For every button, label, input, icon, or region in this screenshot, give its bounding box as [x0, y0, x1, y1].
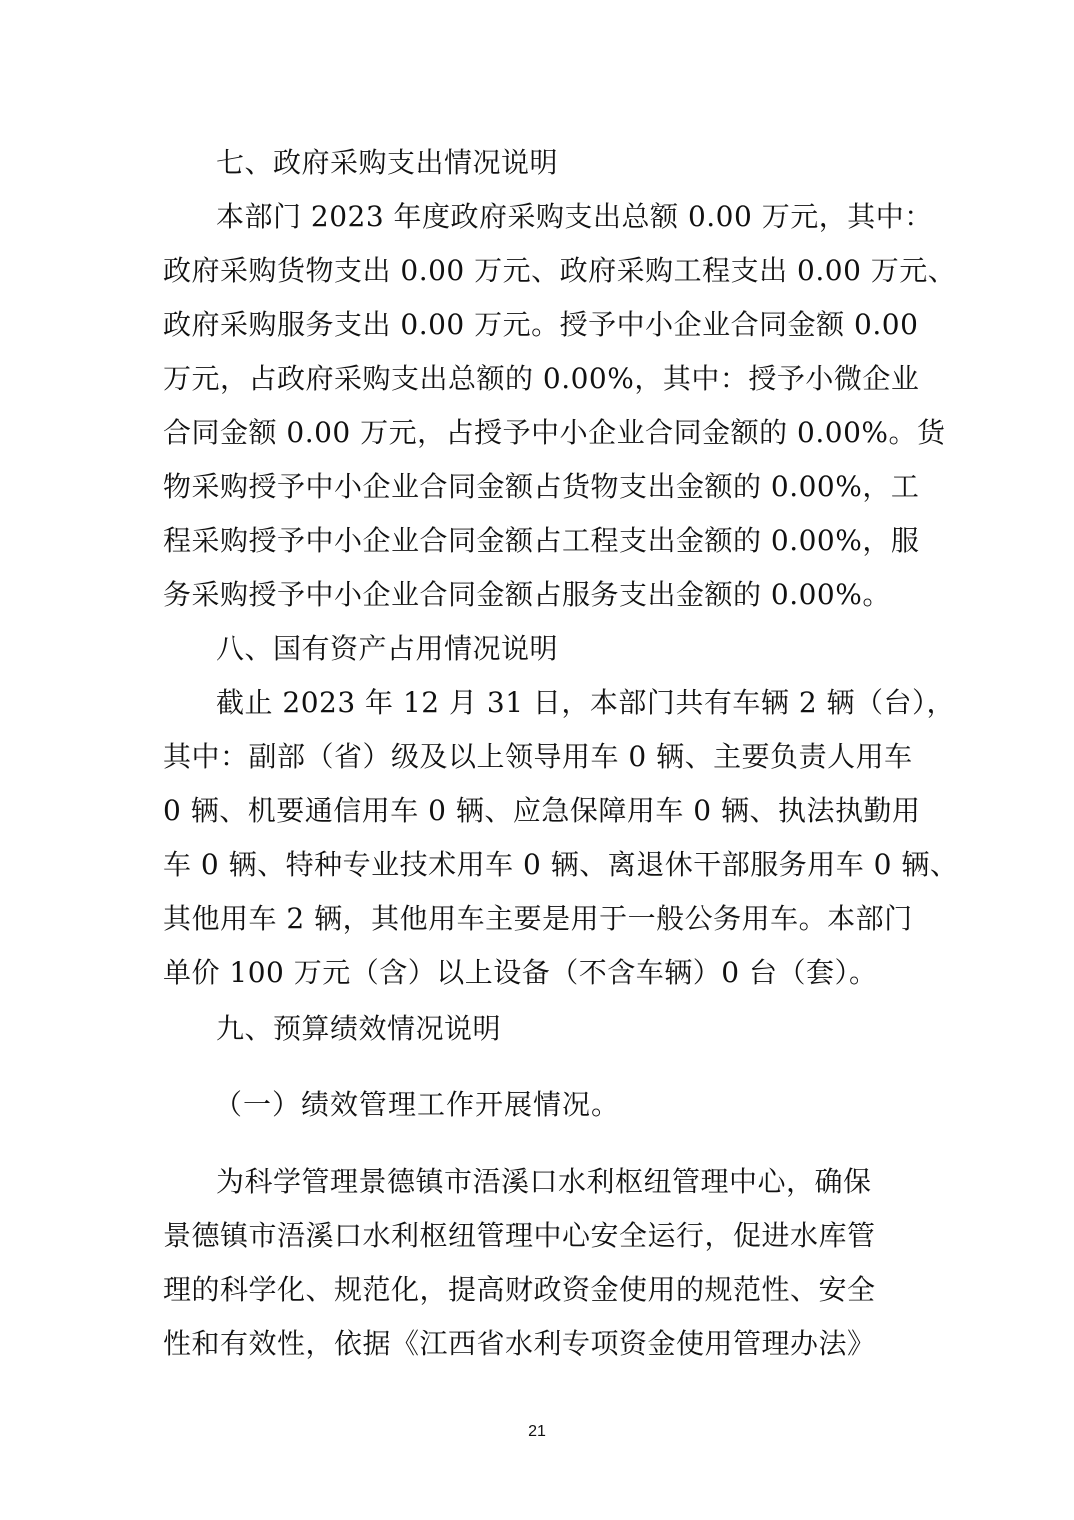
- paragraph-line: 其他用车 2 辆，其他用车主要是用于一般公务用车。本部门: [163, 902, 913, 935]
- paragraph-line: 程采购授予中小企业合同金额占工程支出金额的 0.00%，服: [163, 524, 920, 557]
- paragraph-line: 单价 100 万元（含）以上设备（不含车辆）0 台（套）。: [163, 956, 878, 989]
- paragraph-line: 万元，占政府采购支出总额的 0.00%，其中：授予小微企业: [163, 362, 920, 395]
- paragraph-line: 理的科学化、规范化，提高财政资金使用的规范性、安全: [163, 1273, 876, 1306]
- subsection-heading-performance-management: （一）绩效管理工作开展情况。: [214, 1088, 621, 1121]
- page-number: 21: [528, 1423, 546, 1440]
- paragraph-line: 本部门 2023 年度政府采购支出总额 0.00 万元，其中：: [216, 200, 933, 233]
- paragraph-line: 合同金额 0.00 万元，占授予中小企业合同金额的 0.00%。货: [163, 416, 946, 449]
- section-heading-state-assets: 八、国有资产占用情况说明: [216, 632, 559, 665]
- paragraph-line: 政府采购货物支出 0.00 万元、政府采购工程支出 0.00 万元、: [163, 254, 957, 287]
- paragraph-line: 政府采购服务支出 0.00 万元。授予中小企业合同金额 0.00: [163, 308, 919, 341]
- paragraph-line: 其中：副部（省）级及以上领导用车 0 辆、主要负责人用车: [163, 740, 913, 773]
- section-heading-budget-performance: 九、预算绩效情况说明: [216, 1012, 502, 1045]
- paragraph-line: 为科学管理景德镇市浯溪口水利枢纽管理中心，确保: [216, 1165, 872, 1198]
- paragraph-line: 0 辆、机要通信用车 0 辆、应急保障用车 0 辆、执法执勤用: [163, 794, 921, 827]
- paragraph-line: 车 0 辆、特种专业技术用车 0 辆、离退休干部服务用车 0 辆、: [163, 848, 959, 881]
- paragraph-line: 性和有效性，依据《江西省水利专项资金使用管理办法》: [163, 1327, 876, 1360]
- paragraph-line: 景德镇市浯溪口水利枢纽管理中心安全运行，促进水库管: [163, 1219, 876, 1252]
- section-heading-government-procurement: 七、政府采购支出情况说明: [216, 146, 559, 179]
- paragraph-line: 截止 2023 年 12 月 31 日，本部门共有车辆 2 辆（台），: [216, 686, 956, 719]
- paragraph-line: 物采购授予中小企业合同金额占货物支出金额的 0.00%，工: [163, 470, 920, 503]
- paragraph-line: 务采购授予中小企业合同金额占服务支出金额的 0.00%。: [163, 578, 891, 611]
